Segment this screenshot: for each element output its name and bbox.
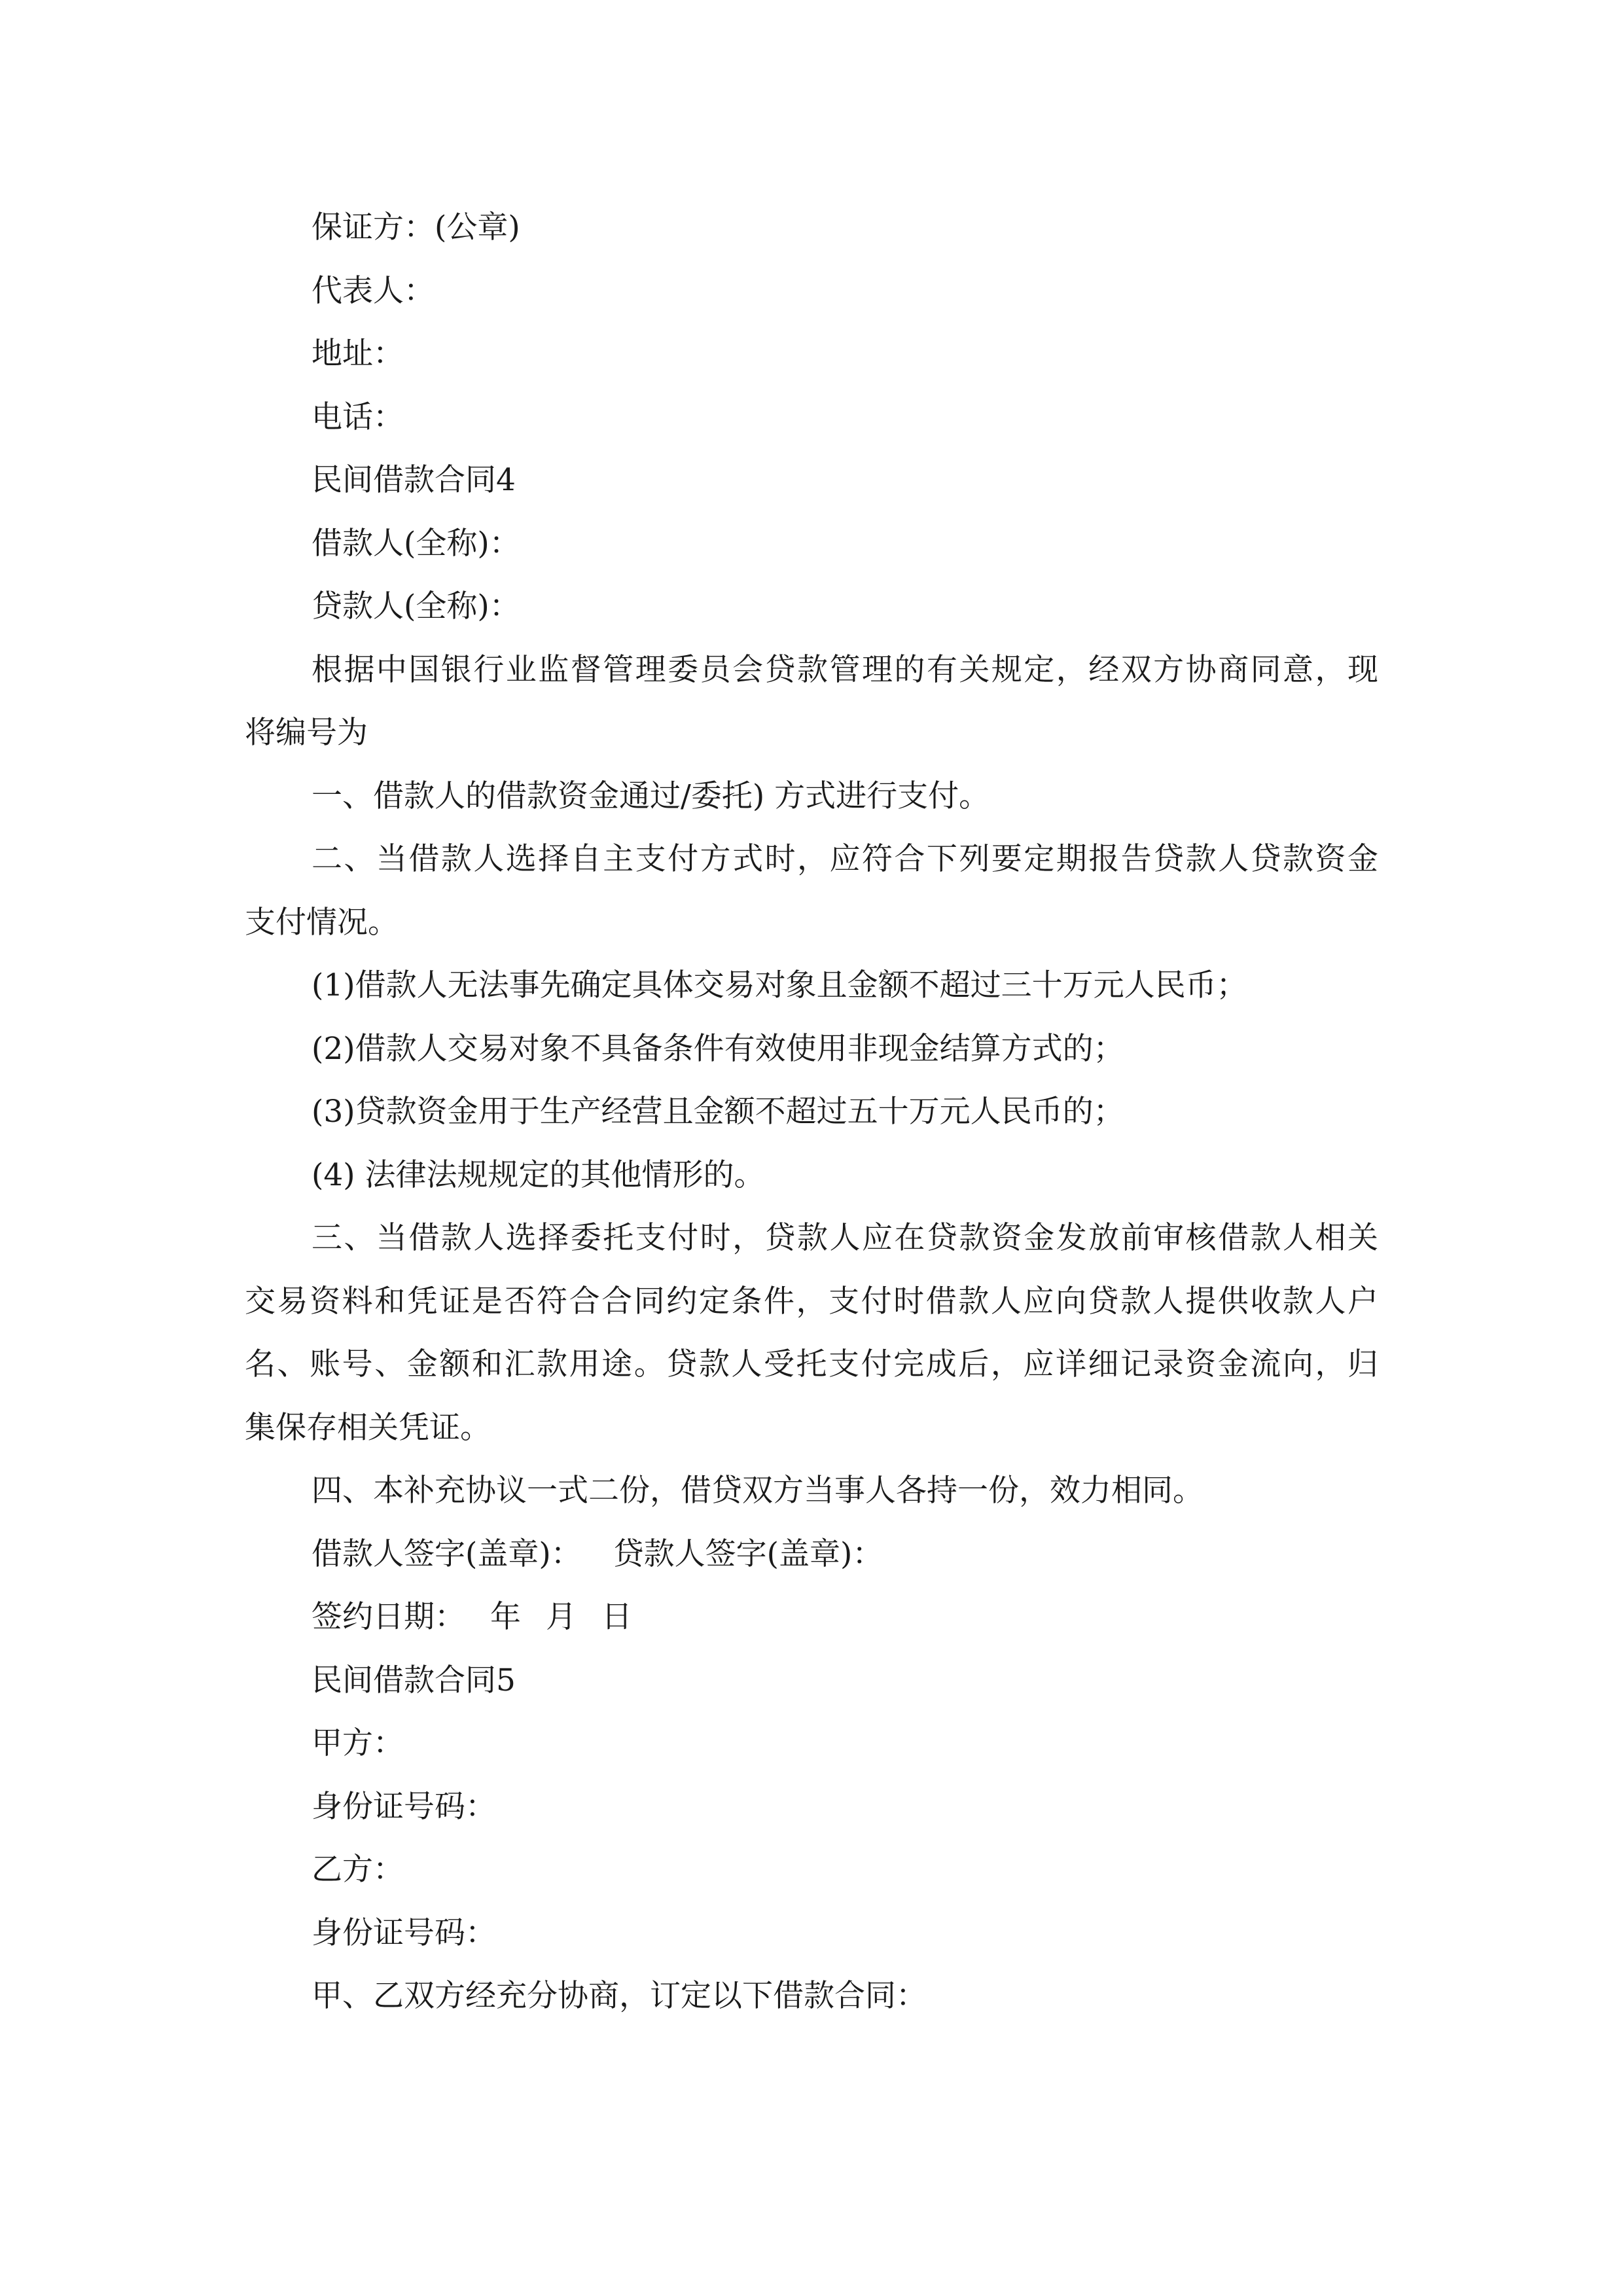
guarantor-seal-line: 保证方：(公章)	[312, 209, 520, 245]
contract4-sign-date-line	[245, 1586, 1378, 1649]
contract4-clause4: 四、本补充协议一式二份，借贷双方当事人各持一份，效力相同。	[312, 1473, 1204, 1509]
contract4-lender-line: 贷款人(全称)：	[312, 588, 520, 624]
sign-date-month: 月	[546, 1599, 577, 1635]
contract4-signature-line	[245, 1523, 1378, 1587]
contract4-clause3-line3: 名、账号、金额和汇款用途。贷款人受托支付完成后，应详细记录资金流向，归	[245, 1346, 1378, 1382]
contract5-party-a-id-line: 身份证号码：	[312, 1788, 496, 1825]
guarantor-address-line: 地址：	[312, 336, 404, 372]
sign-date-year: 年	[490, 1599, 521, 1635]
contract4-clause3-line1: 三、当借款人选择委托支付时，贷款人应在贷款资金发放前审核借款人相关	[312, 1220, 1378, 1256]
contract4-intro-line1: 根据中国银行业监督管理委员会贷款管理的有关规定，经双方协商同意，现	[312, 651, 1378, 688]
contract4-clause3-line4: 集保存相关凭证。	[245, 1409, 491, 1446]
contract4-intro-line2: 将编号为	[245, 715, 368, 751]
contract5-title: 民间借款合同5	[312, 1662, 516, 1698]
contract4-clause3-line2: 交易资料和凭证是否符合合同约定条件，支付时借款人应向贷款人提供收款人户	[245, 1283, 1378, 1319]
contract4-clause2-line2: 支付情况。	[245, 904, 399, 941]
contract4-item3: (3)贷款资金用于生产经营且金额不超过五十万元人民币的；	[312, 1094, 1124, 1130]
document-body	[245, 196, 1378, 2028]
sign-date-label: 签约日期：	[312, 1599, 465, 1635]
guarantor-phone-line: 电话：	[312, 399, 404, 435]
contract4-clause1: 一、借款人的借款资金通过/委托) 方式进行支付。	[312, 778, 990, 814]
contract4-clause2-line1: 二、当借款人选择自主支付方式时，应符合下列要定期报告贷款人贷款资金	[312, 841, 1378, 877]
lender-signature-label: 贷款人签字(盖章)：	[613, 1535, 883, 1572]
contract4-borrower-line: 借款人(全称)：	[312, 525, 520, 562]
borrower-signature-label: 借款人签字(盖章)：	[312, 1535, 582, 1572]
contract5-agreement-line: 甲、乙双方经充分协商，订定以下借款合同：	[312, 1978, 927, 2014]
contract4-item4: (4) 法律法规规定的其他情形的。	[312, 1157, 765, 1193]
contract4-item1: (1)借款人无法事先确定具体交易对象且金额不超过三十万元人民币；	[312, 967, 1247, 1003]
contract5-party-b-id-line: 身份证号码：	[312, 1914, 496, 1951]
contract4-title: 民间借款合同4	[312, 462, 516, 498]
guarantor-representative-line: 代表人：	[312, 272, 435, 309]
sign-date-day: 日	[601, 1599, 632, 1635]
contract4-item2: (2)借款人交易对象不具备条件有效使用非现金结算方式的；	[312, 1030, 1124, 1067]
contract5-party-b-line: 乙方：	[312, 1852, 404, 1888]
contract5-party-a-line: 甲方：	[312, 1725, 404, 1761]
